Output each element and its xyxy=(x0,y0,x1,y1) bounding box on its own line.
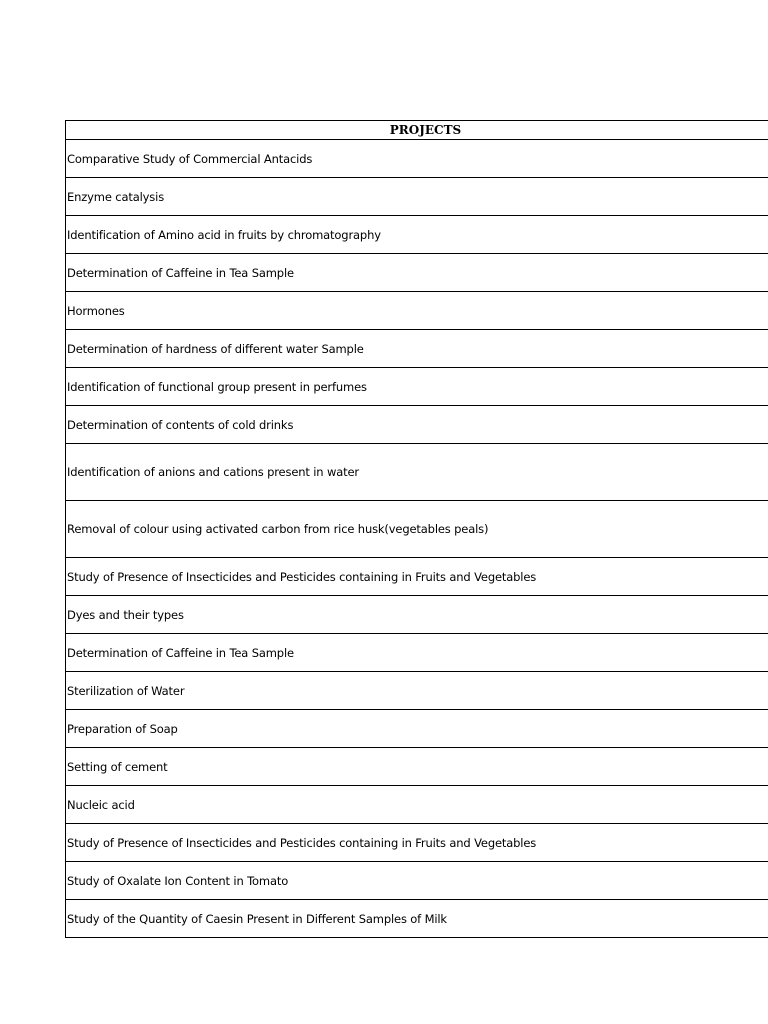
table-row xyxy=(66,406,768,444)
project-cell: Determination of Caffeine in Tea Sample xyxy=(66,254,768,292)
table-row xyxy=(66,672,768,710)
table-row xyxy=(66,216,768,254)
project-cell: Sterilization of Water xyxy=(66,672,768,710)
table-row xyxy=(66,862,768,900)
table-row xyxy=(66,596,768,634)
project-cell: Study of Presence of Insecticides and Pesticides containing in Fruits and Vegetables xyxy=(66,558,768,596)
table-row xyxy=(66,900,768,938)
project-cell: Study of Oxalate Ion Content in Tomato xyxy=(66,862,768,900)
table-row xyxy=(66,824,768,862)
table-header-row xyxy=(66,121,768,140)
project-cell: Nucleic acid xyxy=(66,786,768,824)
project-cell: Study of Presence of Insecticides and Pesticides containing in Fruits and Vegetables xyxy=(66,824,768,862)
project-cell: Setting of cement xyxy=(66,748,768,786)
table-row xyxy=(66,140,768,178)
table-row xyxy=(66,634,768,672)
project-cell: Determination of Caffeine in Tea Sample xyxy=(66,634,768,672)
table-row xyxy=(66,330,768,368)
project-cell: Identification of Amino acid in fruits by chromatography xyxy=(66,216,768,254)
table-row xyxy=(66,501,768,558)
project-cell: Study of the Quantity of Caesin Present in Different Samples of Milk xyxy=(66,900,768,938)
table-row xyxy=(66,786,768,824)
table-row xyxy=(66,178,768,216)
project-cell: Preparation of Soap xyxy=(66,710,768,748)
project-cell: Comparative Study of Commercial Antacids xyxy=(66,140,768,178)
project-cell: Removal of colour using activated carbon from rice husk(vegetables peals) xyxy=(66,501,768,558)
project-cell: Identification of anions and cations present in water xyxy=(66,444,768,501)
table-row xyxy=(66,710,768,748)
projects-header: PROJECTS xyxy=(66,121,768,140)
table-row xyxy=(66,254,768,292)
table-row xyxy=(66,558,768,596)
project-cell: Determination of contents of cold drinks xyxy=(66,406,768,444)
table-row xyxy=(66,292,768,330)
table-row xyxy=(66,444,768,501)
project-cell: Enzyme catalysis xyxy=(66,178,768,216)
project-cell: Dyes and their types xyxy=(66,596,768,634)
project-cell: Hormones xyxy=(66,292,768,330)
projects-table xyxy=(65,120,768,938)
project-cell: Determination of hardness of different water Sample xyxy=(66,330,768,368)
project-cell: Identification of functional group present in perfumes xyxy=(66,368,768,406)
table-row xyxy=(66,748,768,786)
table-row xyxy=(66,368,768,406)
